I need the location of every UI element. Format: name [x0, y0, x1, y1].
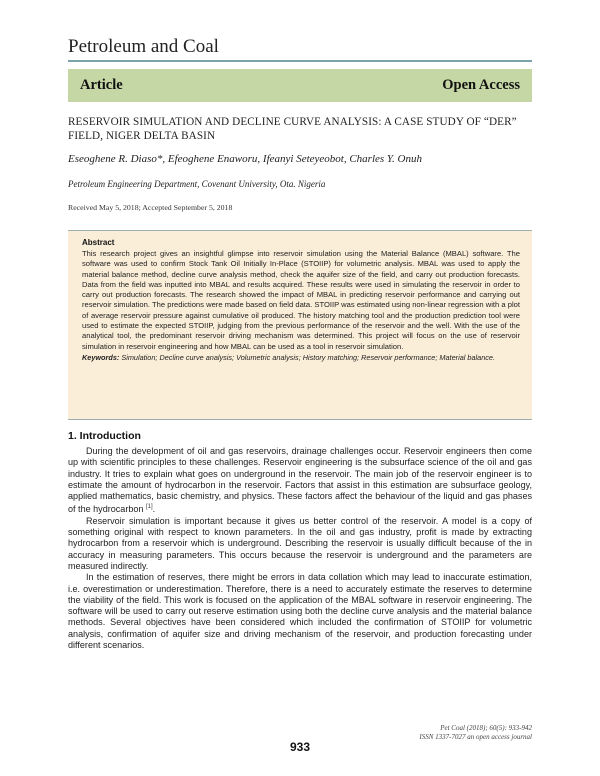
citation-link[interactable]: [1] — [145, 504, 153, 511]
page-number: 933 — [289, 740, 311, 754]
open-access-label: Open Access — [442, 77, 520, 93]
paragraph-1-end: . — [152, 504, 156, 515]
issn-line: ISSN 1337-7027 an open access journal — [419, 733, 532, 741]
keywords — [82, 353, 520, 363]
keywords-label: Keywords: — [82, 352, 120, 362]
abstract-heading: Abstract — [82, 238, 115, 247]
paragraph-3: In the estimation of reserves, there might be errors in data collation which may lead to inaccurate estimation, i.e. overestimation or underestimation. Therefore, there is a need to accurately estimate the reserves to determine the viability of the field. This work is focused on the application of the MBAL software in reservoir engineering. The software will be used to carry out reserve estimation using both the decline curve analysis and the material balance methods. Several objectives have been considered which included the confirmation of STOIIP for volumetric analysis, confirmation of aquifer size and driving mechanism of the reservoir, and production forecasting under different scenarios. — [68, 572, 532, 651]
article-type-label: Article — [80, 77, 123, 93]
section-heading-introduction: 1. Introduction — [68, 430, 141, 442]
paragraph-1 — [68, 446, 532, 516]
introduction-body — [68, 446, 532, 651]
paper-title: RESERVOIR SIMULATION AND DECLINE CURVE ANALYSIS: A CASE STUDY OF “DER” FIELD, NIGER DELTA BASIN — [68, 116, 517, 142]
paper-authors: Eseoghene R. Diaso*, Efeoghene Enaworu, Ifeanyi Seteyeobot, Charles Y. Onuh — [68, 153, 422, 165]
article-banner — [68, 69, 532, 102]
journal-title: Petroleum and Coal — [68, 36, 219, 57]
abstract-box — [68, 230, 532, 420]
abstract-text: This research project gives an insightful glimpse into reservoir simulation using the Material Balance (MBAL) software. The software was used to confirm Stock Tank Oil Initially In-Place (STOIIP) for volumetric analysis. MBAL was used to apply the material balance method, decline curve analysis method, check the aquifer size of the field, and carry out production forecasts. Data from the field was inputted into MBAL and results acquired. These results were used in simulating the reservoir in order to carry out production forecasts. The research showed the impact of MBAL in predicting reservoir performance and carrying out reservoir simulation. The predictions were made based on field data. STOIIP was estimated using non-linear regression with a plot of average reservoir pressure against cumulative oil produced. The history matching tool and the production prediction tool were used to estimate the expected STOIIP, judging from the previous performance of the reservoir and the well. With the use of the analytical tool, the predominant reservoir driving mechanism was determined. This project will focus on the use of reservoir simulation in reservoir engineering and how MBAL can be used as a tool in reservoir simulation. — [82, 249, 520, 351]
paragraph-1-text: During the development of oil and gas reservoirs, drainage challenges occur. Reservoir engineers then come up with scientific principles to these challenges. Reservoir engineering is the subsurface science of the oil and gas industry. It tries to explain what goes on underground in the reservoir. The main job of the reservoir engineer is to estimate the amount of hydrocarbon in the reservoir. Factors that assist in this estimation are subsurface geology, applied mathematics, basic chemistry, and physics. These factors affect the behaviour of the liquid and gas phases of the hydrocarbon — [68, 446, 532, 515]
received-dates: Received May 5, 2018; Accepted September 5, 2018 — [68, 203, 233, 212]
keywords-text: Simulation; Decline curve analysis; Volumetric analysis; History matching; Reservoir performance; Material balance. — [121, 352, 495, 362]
header-rule — [68, 60, 532, 62]
paper-affiliation: Petroleum Engineering Department, Covenant University, Ota. Nigeria — [68, 179, 326, 189]
paragraph-2: Reservoir simulation is important because it gives us better control of the reservoir. A model is a copy of something original with respect to known parameters. In the oil and gas industry, profit is made by extracting hydrocarbon from a reservoir which is underground. Describing the reservoir is usually difficult because of the in accuracy in measuring parameters. This occurs because the reservoir is underground and the parameters are measured indirectly. — [68, 515, 532, 571]
journal-citation: Pet Coal (2018); 60(5): 933-942 — [440, 724, 532, 732]
